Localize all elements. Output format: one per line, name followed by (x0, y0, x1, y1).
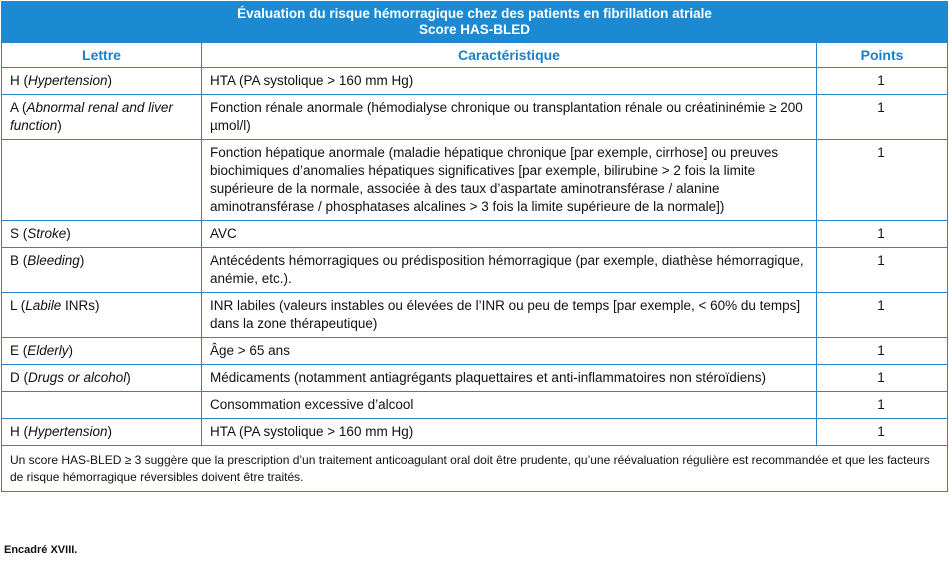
letter-cell: B (Bleeding) (2, 248, 202, 293)
table-row (2, 365, 948, 392)
points-cell: 1 (817, 68, 948, 95)
has-bled-table (1, 1, 948, 492)
risk-letter: S (10, 226, 20, 241)
table-note-row (2, 446, 948, 492)
table-body (2, 68, 948, 446)
letter-cell: A (Abnormal renal and liver function) (2, 95, 202, 140)
points-cell: 1 (817, 338, 948, 365)
has-bled-table-container (1, 1, 947, 492)
table-header-row (2, 43, 948, 68)
table-note: Un score HAS-BLED ≥ 3 suggère que la prescription d’un traitement anticoagulant oral doit être prudente, qu’une réévaluation régulière est recommandée et que les facteurs de risque hémorragique réversibles doivent être traités. (2, 446, 948, 492)
table-title-line2: Score HAS-BLED (419, 22, 531, 37)
points-cell: 1 (817, 221, 948, 248)
risk-term: Stroke (27, 226, 67, 241)
table-title (2, 2, 948, 43)
characteristic-cell: Âge > 65 ans (202, 338, 817, 365)
risk-term: Abnormal renal and liver function (10, 100, 173, 133)
risk-letter: E (10, 343, 20, 358)
risk-term: Elderly (27, 343, 69, 358)
table-row (2, 95, 948, 140)
column-header-characteristic: Caractéristique (202, 43, 817, 68)
characteristic-cell: Consommation excessive d’alcool (202, 392, 817, 419)
characteristic-cell: Fonction rénale anormale (hémodialyse chronique ou transplantation rénale ou créatininémie ≥ 200 µmol/l) (202, 95, 817, 140)
characteristic-cell: AVC (202, 221, 817, 248)
points-cell: 1 (817, 419, 948, 446)
table-row (2, 140, 948, 221)
letter-cell: E (Elderly) (2, 338, 202, 365)
points-cell: 1 (817, 140, 948, 221)
characteristic-cell: HTA (PA systolique > 160 mm Hg) (202, 419, 817, 446)
characteristic-cell: Antécédents hémorragiques ou prédisposition hémorragique (par exemple, diathèse hémorragique, anémie, etc.). (202, 248, 817, 293)
risk-letter: D (10, 370, 20, 385)
characteristic-cell: HTA (PA systolique > 160 mm Hg) (202, 68, 817, 95)
table-row (2, 338, 948, 365)
risk-letter: H (10, 73, 20, 88)
letter-cell (2, 140, 202, 221)
letter-cell (2, 392, 202, 419)
table-title-row (2, 2, 948, 43)
table-row (2, 68, 948, 95)
risk-letter: A (10, 100, 19, 115)
risk-term: Drugs or alcohol (28, 370, 127, 385)
risk-term: Hypertension (28, 424, 108, 439)
letter-cell: D (Drugs or alcohol) (2, 365, 202, 392)
letter-cell: H (Hypertension) (2, 419, 202, 446)
points-cell: 1 (817, 392, 948, 419)
risk-letter: L (10, 298, 18, 313)
letter-cell: S (Stroke) (2, 221, 202, 248)
risk-letter: B (10, 253, 20, 268)
table-row (2, 419, 948, 446)
letter-cell: H (Hypertension) (2, 68, 202, 95)
points-cell: 1 (817, 365, 948, 392)
figure-caption: Encadré XVIII. (4, 544, 78, 556)
risk-term-suffix: INRs (61, 298, 96, 313)
characteristic-cell: Fonction hépatique anormale (maladie hépatique chronique [par exemple, cirrhose] ou preuves biochimiques d’anomalies hépatiques significatives [par exemple, bilirubine > 2 fois la limite supérieure de la normale, associée à des taux d’aspartate aminotransférase / alanine aminotransférase / phosphatases alcalines > 3 fois la limite supérieure de la normale]) (202, 140, 817, 221)
characteristic-cell: Médicaments (notamment antiagrégants plaquettaires et anti-inflammatoires non stéroïdiens) (202, 365, 817, 392)
table-title-line1: Évaluation du risque hémorragique chez des patients en fibrillation atriale (237, 6, 712, 21)
characteristic-cell: INR labiles (valeurs instables ou élevées de l’INR ou peu de temps [par exemple, < 60% du temps] dans la zone thérapeutique) (202, 293, 817, 338)
letter-cell: L (Labile INRs) (2, 293, 202, 338)
points-cell: 1 (817, 248, 948, 293)
points-cell: 1 (817, 95, 948, 140)
column-header-letter: Lettre (2, 43, 202, 68)
risk-term: Labile (25, 298, 62, 313)
column-header-points: Points (817, 43, 948, 68)
points-cell: 1 (817, 293, 948, 338)
table-row (2, 248, 948, 293)
table-row (2, 221, 948, 248)
risk-letter: H (10, 424, 20, 439)
table-row (2, 392, 948, 419)
risk-term: Bleeding (27, 253, 80, 268)
table-row (2, 293, 948, 338)
risk-term: Hypertension (28, 73, 108, 88)
